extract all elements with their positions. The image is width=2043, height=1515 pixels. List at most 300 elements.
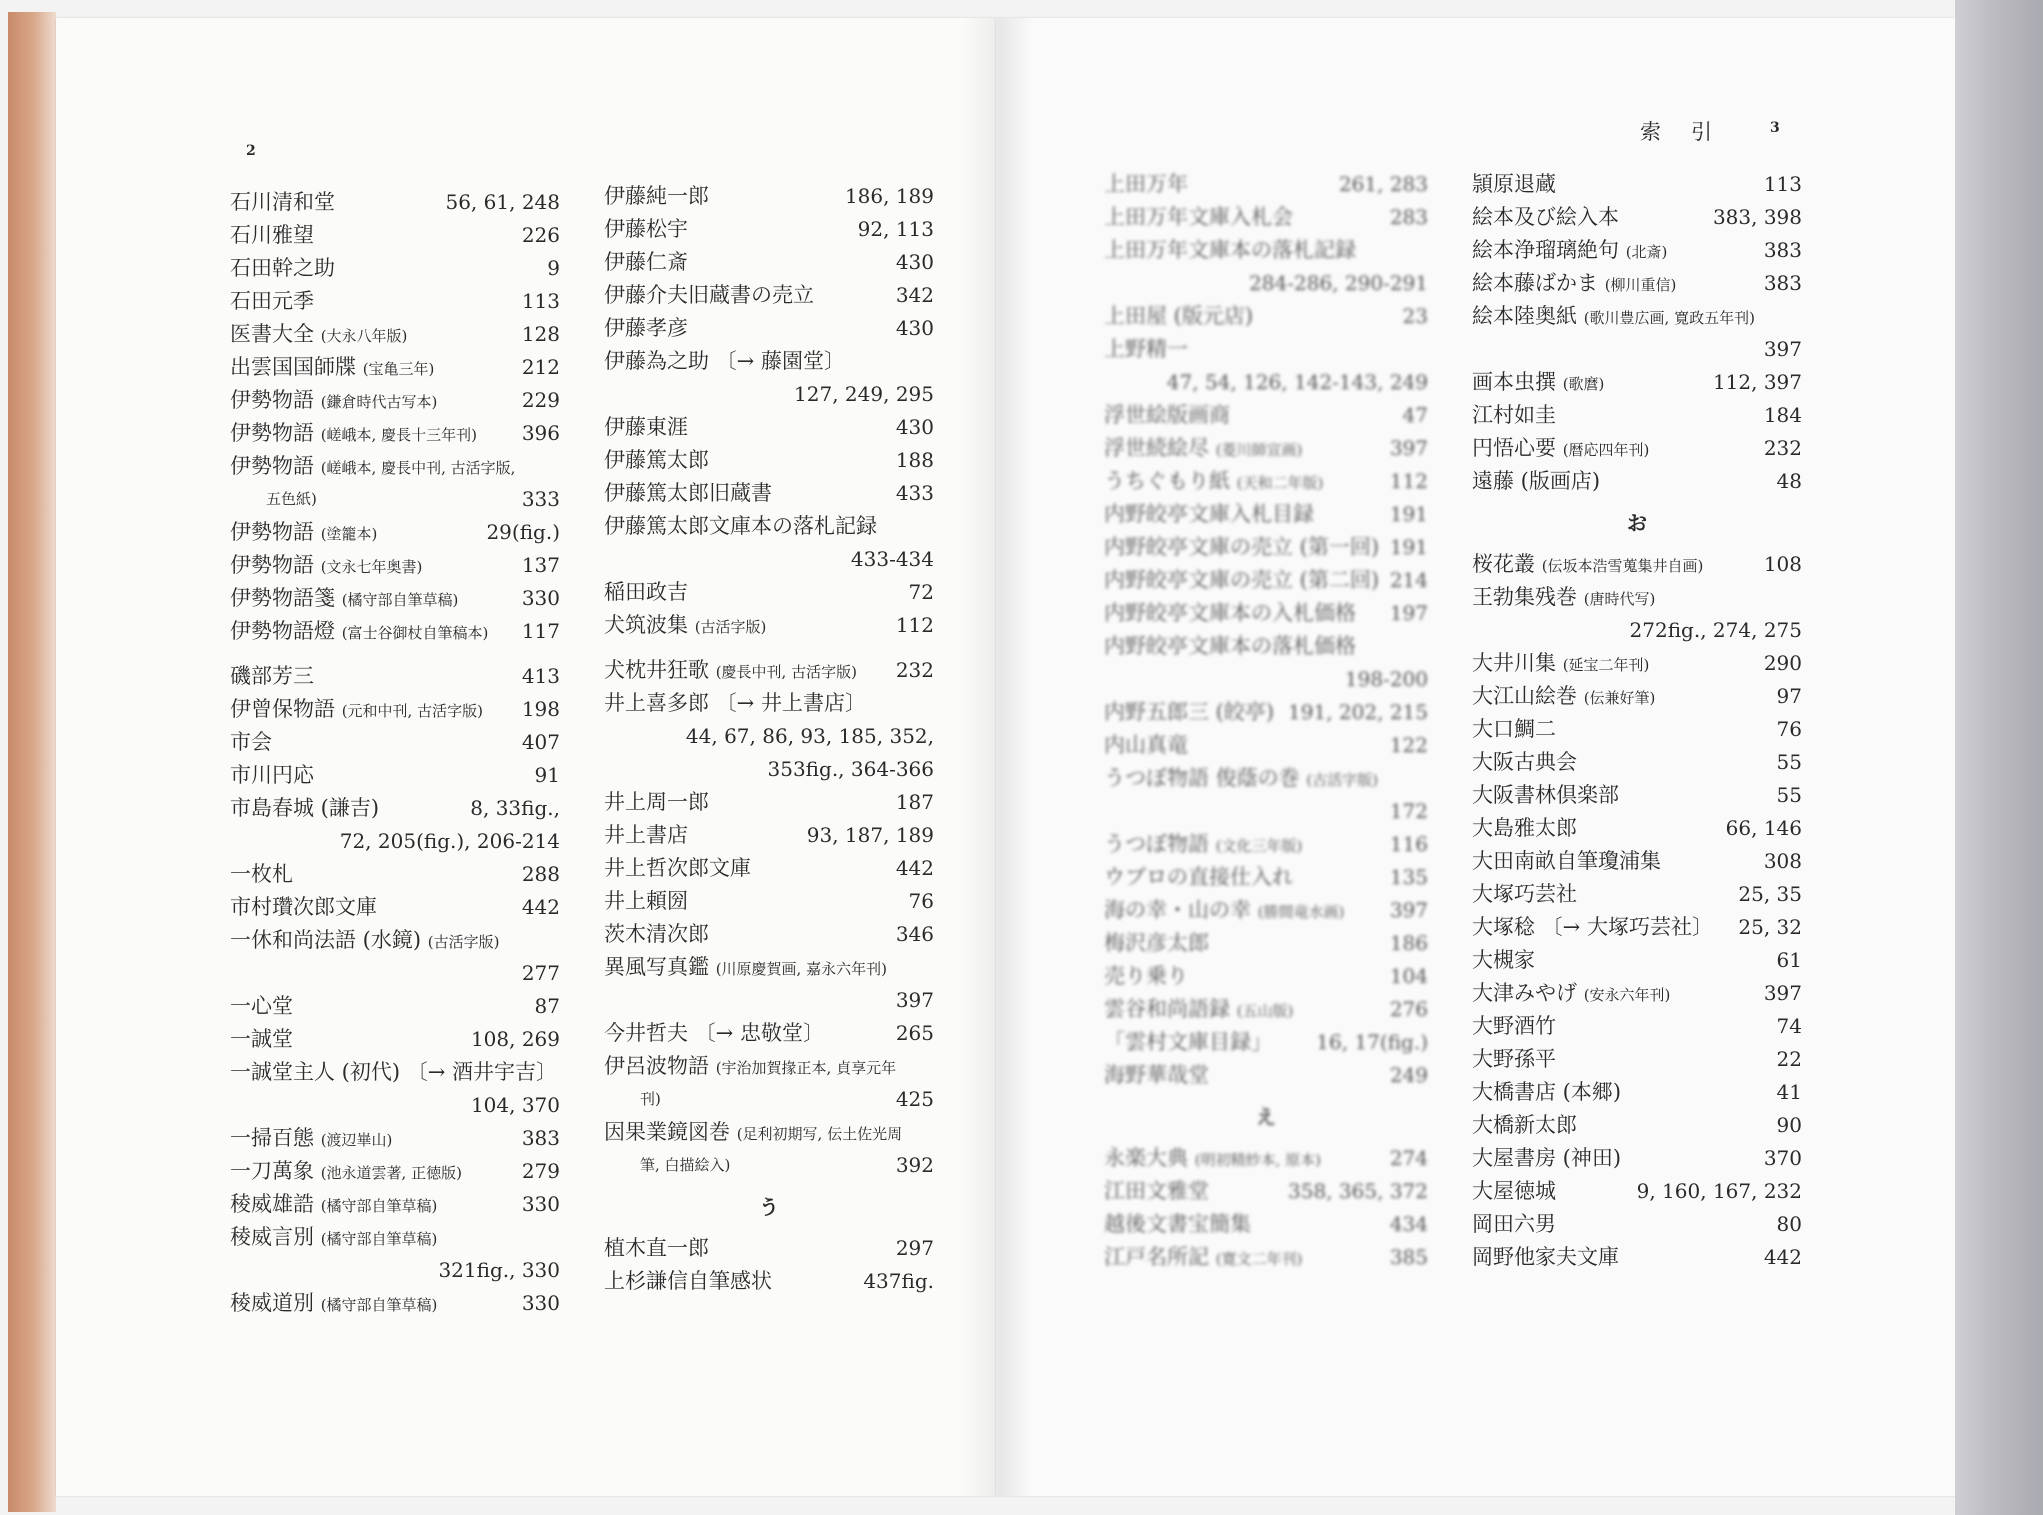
- index-entry: [1472, 878, 1802, 911]
- index-entry: [604, 312, 934, 345]
- index-entry: [604, 786, 934, 819]
- entry-term: [230, 351, 434, 386]
- entry-term: [230, 186, 335, 219]
- index-entry: [1104, 168, 1428, 201]
- index-entry: [1472, 680, 1802, 713]
- entry-term: [230, 858, 293, 891]
- index-entry: [230, 1155, 560, 1188]
- index-entry: [604, 918, 934, 951]
- entry-term: [1472, 267, 1676, 302]
- entry-term: [1472, 779, 1619, 812]
- entry-term-text: 梅沢彦太郎: [1104, 931, 1209, 955]
- entry-term-text: 遠藤 (版画店): [1472, 469, 1601, 493]
- entry-term-text: 売り乗り: [1104, 964, 1188, 988]
- entry-term: [1472, 713, 1556, 746]
- entry-pages: 93, 187, 189: [806, 823, 934, 847]
- entry-term: [1104, 1208, 1251, 1241]
- entry-term-text: 円悟心要: [1472, 436, 1556, 460]
- index-entry: [230, 1023, 560, 1056]
- section-heading: え: [1256, 1105, 1276, 1129]
- entry-term-text: 伊曾保物語: [230, 697, 335, 721]
- index-entry: [230, 858, 560, 891]
- entry-pages: 290: [1763, 651, 1802, 675]
- entry-term: [1104, 762, 1378, 797]
- entry-term: [1104, 696, 1274, 729]
- entry-note: (元和中刊, 古活字版): [341, 702, 483, 720]
- entry-term-text: 伊藤篤太郎: [604, 448, 709, 472]
- entry-note: (北斎): [1625, 243, 1668, 261]
- entry-term: [1104, 993, 1293, 1028]
- entry-pages: 277: [521, 961, 560, 985]
- entry-term: [230, 660, 314, 693]
- entry-term-text: 一休和尚法語 (水鏡): [230, 928, 422, 952]
- entry-note: (橘守部自筆草稿): [320, 1230, 438, 1248]
- entry-term-text: 茨木清次郎: [604, 922, 709, 946]
- entry-pages: 442: [1763, 1245, 1802, 1269]
- entry-term: [604, 246, 688, 279]
- entry-note: (嵯峨本, 慶長十三年刊): [320, 426, 477, 444]
- entry-pages: 47: [1402, 403, 1428, 427]
- entry-note: (古活字版): [694, 618, 767, 636]
- index-entry: [1472, 911, 1802, 944]
- entry-pages: 383: [1763, 271, 1802, 295]
- index-entry: [1472, 977, 1802, 1010]
- entry-pages: 128: [521, 322, 560, 346]
- entry-pages: 92, 113: [857, 217, 934, 241]
- entry-term-text: 海の幸・山の幸: [1104, 898, 1251, 922]
- entry-pages: 297: [895, 1236, 934, 1260]
- index-entry: [604, 477, 934, 510]
- entry-term: [230, 1221, 437, 1256]
- entry-note: (宇治加賀掾正本, 貞享元年: [715, 1059, 897, 1077]
- entry-pages: 87: [534, 994, 560, 1018]
- entry-pages: 385: [1389, 1245, 1428, 1269]
- entry-term-text: 上杉謙信自筆感状: [604, 1269, 772, 1293]
- entry-term-text: うちぐもり紙: [1104, 469, 1230, 493]
- entry-term: [1472, 432, 1649, 467]
- entry-term-text: 大野酒竹: [1472, 1014, 1556, 1038]
- index-entry: [230, 318, 560, 351]
- entry-term-text: 大江山絵巻: [1472, 684, 1577, 708]
- entry-note: (塗籠本): [320, 525, 378, 543]
- entry-term-text: 大塚稔 〔→ 大塚巧芸社〕: [1472, 915, 1713, 939]
- entry-term-text: 一誠堂: [230, 1027, 293, 1051]
- entry-pages: 392: [895, 1153, 934, 1177]
- entry-pages: 397: [1389, 898, 1428, 922]
- entry-term: [1104, 828, 1302, 863]
- entry-term: [604, 786, 709, 819]
- index-column-left-1: [230, 186, 560, 1320]
- entry-term-text: 石田元季: [230, 289, 314, 313]
- entry-pages: 16, 17(fig.): [1316, 1030, 1428, 1054]
- entry-pages: 370: [1763, 1146, 1802, 1170]
- entry-term-text: 伊勢物語燈: [230, 619, 335, 643]
- entry-term: [1104, 1175, 1209, 1208]
- index-entry: [1472, 366, 1802, 399]
- index-entry: [604, 819, 934, 852]
- entry-term: [604, 654, 857, 689]
- entry-pages: 321fig., 330: [438, 1258, 560, 1282]
- entry-term-text: 異風写真鑑: [604, 955, 709, 979]
- entry-pages: 108, 269: [470, 1027, 560, 1051]
- entry-term: [1104, 300, 1253, 333]
- index-entry: [604, 576, 934, 609]
- entry-term-text: 大橋書店 (本郷): [1472, 1080, 1622, 1104]
- entry-term: [604, 345, 845, 378]
- entry-term-text: 伊勢物語: [230, 520, 314, 544]
- entry-term-text: 伊藤孝彦: [604, 316, 688, 340]
- entry-term-text: 伊勢物語: [230, 388, 314, 412]
- entry-term-text: 伊藤為之助 〔→ 藤園堂〕: [604, 349, 845, 373]
- entry-pages: 122: [1389, 733, 1428, 757]
- index-entry: [230, 285, 560, 318]
- entry-pages: 198: [521, 697, 560, 721]
- entry-term: [604, 576, 688, 609]
- index-entry: [1104, 201, 1428, 234]
- index-entry: [604, 1050, 934, 1116]
- entry-pages: 184: [1763, 403, 1802, 427]
- entry-pages: 342: [895, 283, 934, 307]
- index-entry: [1104, 564, 1428, 597]
- entry-term-text: 伊藤松宇: [604, 217, 688, 241]
- entry-note-continued: 筆, 白描絵入): [640, 1156, 731, 1174]
- entry-term-text: 内野皎亭文庫入札目録: [1104, 502, 1314, 526]
- entry-term: [1104, 960, 1188, 993]
- entry-term-text: 稜威雄誥: [230, 1192, 314, 1216]
- entry-term: [1104, 597, 1356, 630]
- entry-term: [604, 1116, 902, 1151]
- entry-term-text: 今井哲夫 〔→ 忠敬堂〕: [604, 1021, 824, 1045]
- entry-pages: 104, 370: [470, 1093, 560, 1117]
- entry-note: (古活字版): [1306, 771, 1379, 789]
- index-entry: [1104, 399, 1428, 432]
- entry-pages: 104: [1389, 964, 1428, 988]
- index-entry: [1472, 1010, 1802, 1043]
- entry-term: [604, 477, 772, 510]
- entry-term: [1472, 680, 1655, 715]
- index-entry: [230, 1122, 560, 1155]
- entry-term: [1104, 531, 1379, 564]
- entry-term-text: うつぼ物語 俊蔭の巻: [1104, 766, 1300, 790]
- entry-term-text: 内山真竜: [1104, 733, 1188, 757]
- entry-term-text: 桜花叢: [1472, 552, 1535, 576]
- entry-term: [1472, 1142, 1621, 1175]
- index-entry: [230, 615, 560, 648]
- entry-term: [230, 516, 377, 551]
- index-entry: [1472, 548, 1802, 581]
- entry-pages: 113: [521, 289, 560, 313]
- entry-term: [1104, 168, 1188, 201]
- entry-note: (暦応四年刊): [1562, 441, 1650, 459]
- entry-note: (大永八年版): [320, 327, 408, 345]
- entry-term: [230, 384, 437, 419]
- entry-term-text: 市会: [230, 730, 272, 754]
- index-entry: [230, 792, 560, 858]
- entry-note: (慶長中刊, 古活字版): [715, 663, 857, 681]
- entry-pages: 261, 283: [1338, 172, 1428, 196]
- entry-term-text: 内野五郎三 (皎亭): [1104, 700, 1275, 724]
- index-entry: [604, 279, 934, 312]
- entry-term-text: うつぼ物語: [1104, 832, 1209, 856]
- index-entry: [230, 417, 560, 450]
- entry-term: [230, 1155, 462, 1190]
- index-entry: [604, 1265, 934, 1298]
- entry-term: [1472, 878, 1577, 911]
- entry-term-text: 上田万年文庫本の落札記録: [1104, 238, 1356, 262]
- index-entry: [230, 1188, 560, 1221]
- entry-term: [1472, 300, 1755, 335]
- entry-pages: 127, 249, 295: [794, 382, 934, 406]
- entry-term: [1472, 812, 1577, 845]
- entry-pages: 135: [1389, 865, 1428, 889]
- entry-pages: 8, 33fig.,: [470, 796, 560, 820]
- index-entry: [1104, 894, 1428, 927]
- entry-term-text: 内野皎亭文庫の売立 (第二回): [1104, 568, 1380, 592]
- entry-pages: 397: [1389, 436, 1428, 460]
- book-gutter: [960, 18, 1032, 1496]
- entry-term-text: 大屋書房 (神田): [1472, 1146, 1622, 1170]
- entry-note: (勝間竜水画): [1257, 903, 1345, 921]
- entry-pages: 198-200: [1344, 667, 1428, 691]
- entry-term-text: 内野皎亭文庫本の落札価格: [1104, 634, 1356, 658]
- entry-term: [1472, 366, 1604, 401]
- entry-pages: 9, 160, 167, 232: [1636, 1179, 1802, 1203]
- index-entry: [230, 252, 560, 285]
- entry-note: (宝亀三年): [362, 360, 435, 378]
- entry-term-text: 伊勢物語箋: [230, 586, 335, 610]
- entry-term-text: 大屋徳城: [1472, 1179, 1556, 1203]
- entry-pages: 430: [895, 415, 934, 439]
- entry-term-text: 犬筑波集: [604, 613, 688, 637]
- entry-term-text: 井上書店: [604, 823, 688, 847]
- index-entry: [1104, 333, 1428, 399]
- entry-term-text: 大田南畝自筆瓊浦集: [1472, 849, 1661, 873]
- entry-pages: 91: [534, 763, 560, 787]
- entry-pages: 413: [521, 664, 560, 688]
- entry-pages: 191, 202, 215: [1288, 700, 1428, 724]
- entry-term: [230, 1287, 437, 1322]
- index-entry: [230, 1056, 560, 1122]
- entry-term-text: 因果業鏡図巻: [604, 1120, 730, 1144]
- index-entry: [230, 1287, 560, 1320]
- index-entry: [1472, 1043, 1802, 1076]
- entry-pages: 29(fig.): [486, 520, 560, 544]
- index-entry: [604, 246, 934, 279]
- entry-term: [1472, 1109, 1577, 1142]
- book-page-edges: [1955, 0, 2043, 1515]
- entry-term-text: 雲谷和尚語録: [1104, 997, 1230, 1021]
- entry-pages: 397: [895, 988, 934, 1012]
- index-entry: [230, 219, 560, 252]
- index-entry: [604, 444, 934, 477]
- index-entry: [604, 852, 934, 885]
- entry-term-text: 内野皎亭文庫本の入札価格: [1104, 601, 1356, 625]
- entry-term: [1472, 168, 1556, 201]
- entry-pages: 188: [895, 448, 934, 472]
- entry-term: [1472, 1175, 1556, 1208]
- entry-pages: 229: [521, 388, 560, 412]
- index-entry: [230, 351, 560, 384]
- entry-term-text: 大槻家: [1472, 948, 1535, 972]
- entry-term-text: 大阪古典会: [1472, 750, 1577, 774]
- entry-term: [604, 885, 688, 918]
- entry-pages: 276: [1389, 997, 1428, 1021]
- entry-term-text: 市島春城 (謙吉): [230, 796, 380, 820]
- entry-term: [230, 417, 477, 452]
- entry-term: [604, 312, 688, 345]
- entry-term-text: 岡野他家夫文庫: [1472, 1245, 1619, 1269]
- entry-term: [604, 1050, 896, 1085]
- section-heading: お: [1627, 511, 1647, 535]
- entry-note: (天和二年版): [1236, 474, 1324, 492]
- entry-pages: 112: [895, 613, 934, 637]
- entry-note: (文化三年版): [1215, 837, 1303, 855]
- index-entry: [230, 516, 560, 549]
- entry-term-text: 一枚札: [230, 862, 293, 886]
- entry-pages: 333: [521, 487, 560, 511]
- entry-pages: 396: [521, 421, 560, 445]
- entry-term: [604, 411, 688, 444]
- entry-term: [1472, 746, 1577, 779]
- entry-term-text: 大阪書林倶楽部: [1472, 783, 1619, 807]
- entry-term-text: 井上周一郎: [604, 790, 709, 814]
- entry-note: (歌麿): [1562, 375, 1605, 393]
- entry-pages: 22: [1776, 1047, 1802, 1071]
- entry-term: [230, 1023, 293, 1056]
- index-entry: [1104, 531, 1428, 564]
- entry-pages: 116: [1389, 832, 1428, 856]
- entry-pages: 214: [1389, 568, 1428, 592]
- index-entry: [1472, 1241, 1802, 1274]
- index-entry: [1472, 399, 1802, 432]
- index-entry: [1104, 696, 1428, 729]
- entry-term-text: 絵本及び絵入本: [1472, 205, 1619, 229]
- page-number-right: 3: [1770, 120, 1780, 136]
- index-entry: [1472, 1142, 1802, 1175]
- entry-note: (古活字版): [427, 933, 500, 951]
- entry-term: [1104, 399, 1230, 432]
- entry-term-text: 大津みやげ: [1472, 981, 1577, 1005]
- entry-note: (柳川重信): [1604, 276, 1677, 294]
- index-entry: [230, 759, 560, 792]
- entry-pages: 191: [1389, 502, 1428, 526]
- entry-note: (伝兼好筆): [1583, 689, 1656, 707]
- running-head: 索引: [1640, 120, 1742, 144]
- entry-pages: 76: [908, 889, 934, 913]
- entry-term-text: 石川雅望: [230, 223, 314, 247]
- entry-pages: 430: [895, 316, 934, 340]
- entry-note: (嵯峨本, 慶長中刊, 古活字版,: [320, 459, 516, 477]
- entry-note-continued: 刊): [640, 1090, 661, 1108]
- index-entry: [1104, 432, 1428, 465]
- entry-term: [604, 918, 709, 951]
- entry-term: [604, 852, 751, 885]
- entry-pages: 25, 35: [1738, 882, 1802, 906]
- index-entry: [604, 609, 934, 642]
- entry-term-text: 「雲村文庫目録」: [1104, 1030, 1272, 1054]
- entry-pages: 9: [547, 256, 560, 280]
- index-entry: [230, 891, 560, 924]
- index-entry: [1104, 1208, 1428, 1241]
- entry-pages: 330: [521, 1291, 560, 1315]
- entry-term: [1472, 1076, 1621, 1109]
- index-entry: [230, 990, 560, 1023]
- entry-pages: 330: [521, 586, 560, 610]
- entry-term: [1472, 234, 1667, 269]
- entry-pages: 226: [521, 223, 560, 247]
- entry-term: [1104, 729, 1188, 762]
- entry-term: [604, 951, 887, 986]
- entry-pages: 232: [895, 658, 934, 682]
- entry-pages: 44, 67, 86, 93, 185, 352,: [685, 724, 934, 748]
- entry-pages: 383, 398: [1712, 205, 1802, 229]
- entry-term: [230, 792, 379, 825]
- entry-term-text: 王勃集残巻: [1472, 585, 1577, 609]
- entry-term-text: 浮世絵版画商: [1104, 403, 1230, 427]
- entry-term: [1472, 911, 1713, 944]
- entry-term: [230, 318, 407, 353]
- entry-term-text: 伊藤篤太郎旧蔵書: [604, 481, 772, 505]
- entry-pages: 279: [521, 1159, 560, 1183]
- entry-term-text: 絵本陸奥紙: [1472, 304, 1577, 328]
- entry-pages: 274: [1389, 1146, 1428, 1170]
- index-entry: [1104, 234, 1428, 300]
- entry-term: [1472, 399, 1556, 432]
- entry-term-text: 伊呂波物語: [604, 1054, 709, 1078]
- entry-term-text: 永楽大典: [1104, 1146, 1188, 1170]
- entry-term-text: 伊藤仁斎: [604, 250, 688, 274]
- entry-pages: 186: [1389, 931, 1428, 955]
- entry-term-text: 植木直一郎: [604, 1236, 709, 1260]
- entry-pages: 383: [521, 1126, 560, 1150]
- index-entry: [1104, 498, 1428, 531]
- entry-pages: 437fig.: [863, 1269, 934, 1293]
- entry-term: [1104, 927, 1209, 960]
- entry-term: [230, 615, 488, 650]
- entry-term: [1104, 1241, 1302, 1276]
- entry-term-text: 上野精一: [1104, 337, 1188, 361]
- entry-term: [230, 582, 458, 617]
- index-entry: [230, 549, 560, 582]
- entry-note: (伝坂本浩雪蒐集井自画): [1541, 557, 1704, 575]
- entry-term-text: 江戸名所記: [1104, 1245, 1209, 1269]
- entry-note: (唐時代写): [1583, 590, 1656, 608]
- entry-term: [1104, 201, 1293, 234]
- index-entry: [1104, 927, 1428, 960]
- entry-term: [230, 252, 335, 285]
- entry-note: (寛文二年刊): [1215, 1250, 1303, 1268]
- entry-term-text: 市村瓚次郎文庫: [230, 895, 377, 919]
- entry-term-text: 上田屋 (版元店): [1104, 304, 1254, 328]
- entry-pages: 55: [1776, 783, 1802, 807]
- entry-pages: 433: [895, 481, 934, 505]
- entry-note: (橘守部自筆草稿): [320, 1296, 438, 1314]
- section-heading: う: [759, 1195, 779, 1219]
- entry-term-text: 大島雅太郎: [1472, 816, 1577, 840]
- entry-term: [604, 279, 814, 312]
- entry-note: (安永六年刊): [1583, 986, 1671, 1004]
- index-entry: [1472, 1175, 1802, 1208]
- entry-pages: 187: [895, 790, 934, 814]
- index-entry: [604, 345, 934, 411]
- entry-pages: 25, 32: [1738, 915, 1802, 939]
- entry-term-text: 海野華哉堂: [1104, 1063, 1209, 1087]
- entry-pages: 117: [521, 619, 560, 643]
- entry-term-text: 伊藤介夫旧蔵書の売立: [604, 283, 814, 307]
- entry-note: (文永七年奥書): [320, 558, 423, 576]
- entry-term-text: 岡田六男: [1472, 1212, 1556, 1236]
- entry-term-text: 大塚巧芸社: [1472, 882, 1577, 906]
